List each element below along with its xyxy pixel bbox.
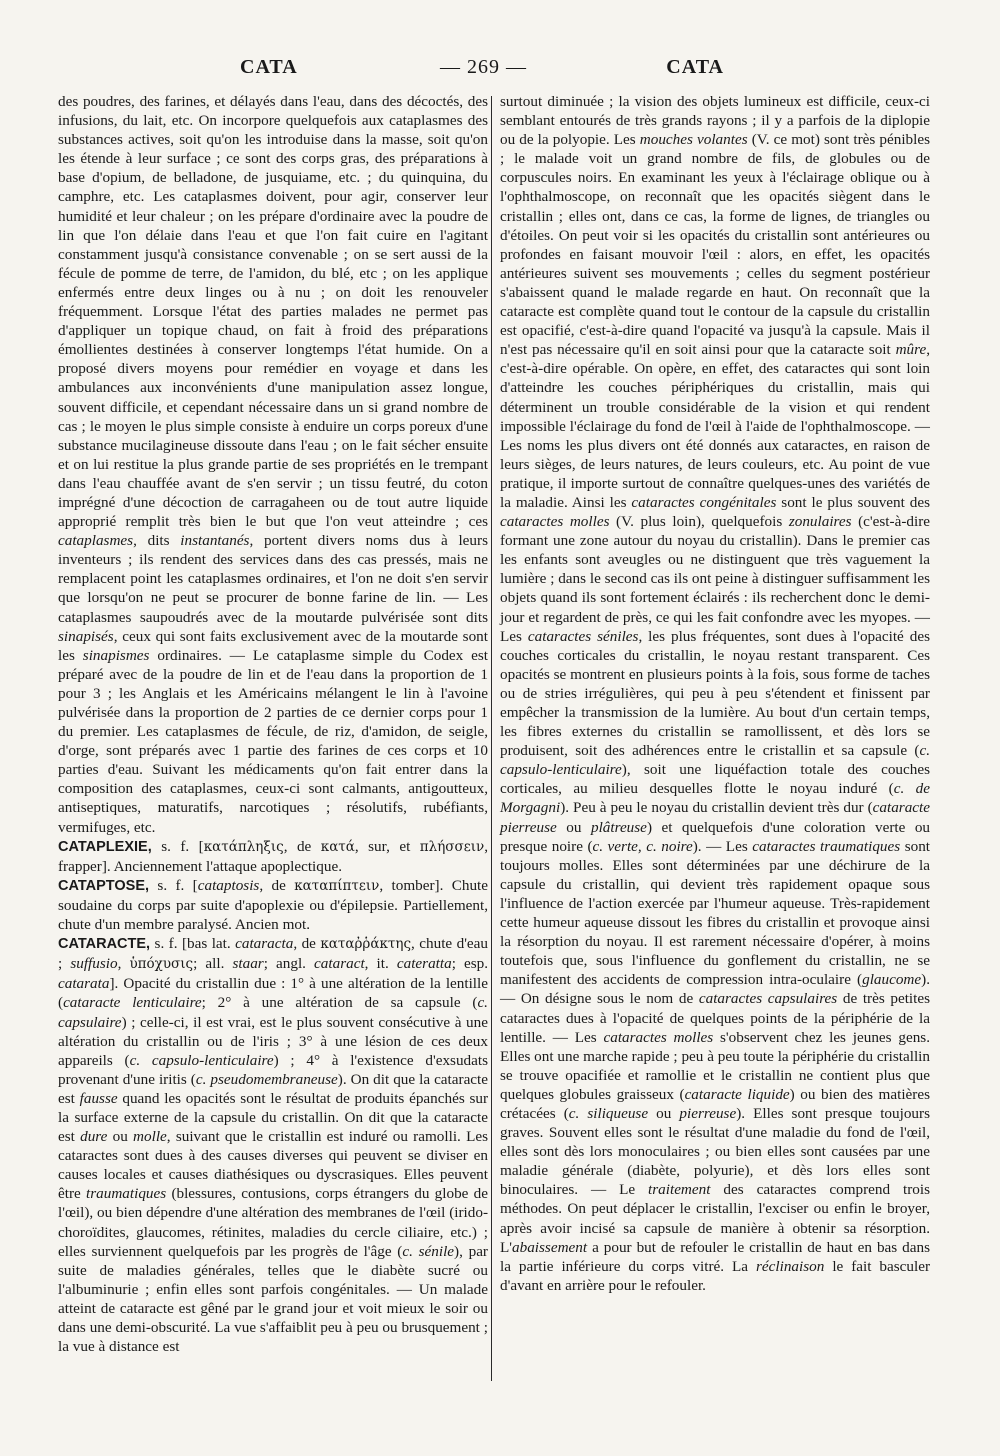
text-run: quand les opacités sont le résultat de produits épanchés sur la surface externe de la capsule du cristallin. On dit que la cataracte est — [58, 1089, 489, 1146]
italic-term: suffusio — [70, 955, 118, 973]
text-run: ; angl. — [263, 955, 306, 973]
text-run: , suivant que le cristallin est induré ou ramolli. Les cataractes sont dues à des causes diverses qui peuvent se diviser en causes locales et causes diathésiques ou dyscrasiques. Elles peuvent être — [58, 1128, 489, 1203]
text-run: ; esp. — [451, 955, 489, 973]
text-run: , ceux qui sont faits exclusivement avec de la moutarde sont les — [58, 627, 488, 664]
italic-term: catarata — [58, 975, 110, 993]
text-run: s. f. [ — [157, 876, 198, 894]
italic-term: sinapismes — [82, 646, 150, 664]
italic-term: molle — [133, 1128, 167, 1146]
italic-term: mûre — [895, 341, 927, 359]
text-run: ). Peu à peu le noyau du cristallin devient très dur ( — [560, 799, 873, 817]
text-run: ) ; 4° à l'existence d'exsudats provenant d'une iritis ( — [58, 1051, 489, 1088]
italic-term: réclinaison — [756, 1257, 825, 1275]
left-column — [58, 92, 488, 1356]
text-run: (V. plus loin), quelquefois — [616, 513, 783, 531]
italic-term: plâtreuse — [590, 818, 647, 836]
italic-term: cataracte liquide — [684, 1085, 790, 1103]
italic-term: cateratta — [396, 955, 452, 973]
text-run: ), par suite de maladies générales, telles que le diabète sucré ou l'albuminurie ; enfin elles sont parfois congénitales. — Un malade atteint de cataracte est gêné par le grand jour et voit mieux le soir ou dans une demi-obscurité. La vue s'affaiblit peu à peu ou brusquement ; la vue à distance est — [58, 1242, 488, 1356]
running-head-right: CATA — [666, 56, 724, 78]
page-header — [58, 56, 938, 86]
text-run: ordinaires. — Le cataplasme simple du Codex est préparé avec de la poudre de lin et de l'eau dans la proportion de 1 pour 3 ; les Anglais et les Américains mélangent le lin à l'avoine pulvérisée dans la proportion de 2 parties de ce dernier corps pour 1 du premier. Les cataplasmes de fécule, de riz, d'amidon, de seigle, d'orge, sont préparés avec 1 partie des farines de ces corps et 10 parties d'eau. Suivant les médicaments qu'on fait entrer dans la composition des cataplasmes, ceux-ci sont calmants, antigoutteux, antiseptiques, maturatifs, narcotiques ; résolutifs, rubéfiants, vermifuges, etc. — [58, 646, 489, 836]
text-run: ) ou bien des matières crétacées ( — [500, 1085, 930, 1122]
text-run: , it. — [364, 955, 389, 973]
text-run: ). On dit que la cataracte est — [58, 1070, 489, 1107]
text-run: s. f. [bas lat. — [154, 935, 231, 953]
text-run: (V. ce mot) sont très pénibles ; le malade voit un grand nombre de fils, de globules ou de corpuscules noirs. En examinant les yeux à l'éclairage oblique ou à l'ophthalmoscope, on reconnaît que les opacités siègent dans le cristallin ; elles ont, dans ce cas, la forme de lignes, de triangles ou d'étoiles. On peut voir si les opacités du cristallin sont antérieures ou profondes en faisant mouvoir l'œil : alors, en effet, les opacités antérieures suivent ses mouvements ; celles du segment postérieur s'abaissent quand le malade regarde en haut. On reconnaît que la cataracte est complète quand tout le contour de la capsule du cristallin est opacifié, c'est-à-dire quand l'opacité va jusqu'à la capsule. Mais il n'est pas nécessaire qu'il en soit ainsi pour que la cataracte soit — [500, 131, 931, 359]
text-run: καταῤῥάκτης — [320, 936, 412, 953]
text-run: καταπίπτειν — [294, 877, 380, 894]
text-run: , — [117, 955, 122, 973]
text-run: s'observent chez les jeunes gens. Elles ont une marche rapide ; peu à peu toute la périphérie du cristallin se trouve opacifiée et ramollie et le cristallin ne contient plus que quelques globules graisseux ( — [500, 1028, 930, 1103]
text-run: ) ; celle-ci, il est vrai, est le plus souvent consécutive à une altération du cristallin ou de l'iris ; 3° à une lésion de ces deux appareils ( — [58, 1013, 488, 1069]
italic-term: c. capsulaire — [58, 994, 488, 1031]
italic-term: c. capsulo-lenticulaire — [500, 742, 930, 779]
italic-term: cataract — [314, 955, 365, 973]
entry-cataracte — [58, 934, 488, 1356]
italic-term: cataptosis — [197, 876, 260, 894]
text-run: , dits — [133, 532, 170, 550]
running-head-left: CATA — [240, 56, 298, 78]
italic-term: fausse — [79, 1089, 118, 1107]
text-run: ; 2° à une altération de sa capsule ( — [201, 994, 478, 1012]
text-run: ὑπόχυσις — [129, 956, 194, 973]
text-run: ; all. — [193, 955, 225, 973]
entry-headword: CATAPLEXIE, — [58, 838, 152, 855]
italic-term: cataractes molles — [603, 1028, 714, 1046]
text-run: des poudres, des farines, et délayés dans l'eau, dans des décoctés, des infusions, du lait, etc. On incorpore quelquefois aux cataplasmes des substances actives, soit qu'on les introduise dans la masse, soit qu'on les étende à leur surface ; ce sont des corps gras, des préparations à base d'opium, de belladone, de jusquiame, etc. ; du quinquina, du camphre, etc. Les cataplasmes doivent, pour agir, conserver leur humidité et leur chaleur ; on les prépare d'ordinaire avec la poudre de lin que l'on délaie dans l'eau et que l'on fait cuire en l'agitant constamment jusqu'à consistance convenable ; on se sert aussi de la fécule de pomme de terre, de l'amidon, du blé, etc ; on les applique enfermés entre deux linges ou à nu ; on doit les renouveler fréquemment. Lorsque l'état des parties malades ne permet pas d'appliquer un topique chaud, on fait à froid des préparations émollientes destinées à conserver longtemps l'état humide. On a proposé divers moyens pour remédier en voyage et dans les ambulances aux inconvénients d'une manipulation assez longue, souvent difficile, et cependant nécessaire dans un si grand nombre de cas ; le moyen le plus simple consiste à enduire un corps poreux d'une substance mucilagineuse dissoute dans l'eau ; on le fait sécher ensuite et on lui restitue la plus grande partie de ses propriétés en le trempant dans l'eau chauffée avant de s'en servir ; un tissu feutré, du coton imprégné d'une décoction de carragaheen ou de tout autre liquide approprié remplit très bien le but que l'on veut atteindre ; ces — [58, 93, 488, 531]
italic-term: sinapisés — [58, 627, 114, 645]
text-run: ou — [112, 1128, 128, 1146]
entry-headword: CATAPTOSE, — [58, 877, 150, 894]
italic-term: cataplasmes — [58, 532, 134, 550]
italic-term: zonulaires — [788, 513, 852, 531]
text-run: ) et quelquefois d'une coloration verte ou presque noire ( — [500, 818, 931, 855]
text-run: , de — [259, 876, 286, 894]
text-run: πλήσσειν — [419, 838, 485, 855]
text-run: , les plus fréquentes, sont dues à l'opacité des couches corticales du cristallin, le noyau restant transparent. Ces opacités se montrent en plusieurs points à la fois, sous forme de taches ou de stries irrégulières, qui peu à peu s'étendent et finissent par empêcher la transmission de la lumière. Au bout d'un certain temps, les fibres externes du cristallin se ramollissent, et dès lors se produisent, soit des adhérences entre le cristallin et sa capsule ( — [500, 627, 930, 760]
text-run: s. f. [ — [161, 837, 204, 855]
text-run: sont le plus souvent des — [781, 493, 931, 511]
page-number: — 269 — — [440, 56, 527, 78]
italic-term: cataracta — [235, 935, 294, 953]
italic-term: glaucome — [862, 971, 922, 989]
text-run: surtout diminuée ; la vision des objets lumineux est difficile, ceux-ci semblant entourés de très grands rayons ; il y a parfois de la diplopie ou de la polyopie. Les — [500, 93, 930, 149]
text-run: ]. Opacité du cristallin due : 1° à une altération de la lentille ( — [58, 975, 488, 1012]
text-run: ). Elles sont presque toujours graves. Souvent elles sont le résultat d'une maladie du fond de l'œil, elles sont dès lors monoculaires ; ou bien elles sont causées par une maladie générale (diabète, polyurie), et dès lors elles sont binoculaires. — Le — [500, 1104, 930, 1199]
entry-cataptose — [58, 876, 488, 934]
text-run: , tomber]. Chute soudaine du corps par suite d'apoplexie ou d'épilepsie. Partiellement, chute d'un membre paralysé. Ancien mot. — [58, 876, 489, 934]
italic-term: staar — [232, 955, 264, 973]
text-run: , portent divers noms dus à leurs inventeurs ; ils rendent des services dans des cas pressés, mais ne remplacent point les cataplasmes ordinaires, et l'on ne doit s'en servir que lorsqu'on ne peut se procurer de bonne farine de lin. — Les cataplasmes saupoudrés avec de la moutarde pulvérisée sont dits — [58, 532, 488, 626]
text-run: , c'est-à-dire opérable. On opère, en effet, des cataractes qui sont loin d'atteindre les couches périphériques du cristallin, mais qui déterminent un trouble considérable de la vision et qui rendent impossible l'éclairage du fond de l'œil à l'aide de l'ophthalmoscope. — Les noms les plus divers ont été donnés aux cataractes, en raison de leurs sièges, de leurs natures, de leurs couleurs, etc. Au point de vue pratique, il importe surtout de connaître quelques-unes des variétés de la maladie. Ainsi les — [500, 341, 931, 511]
text-run: ). — Les — [692, 837, 748, 855]
italic-term: traitement — [648, 1181, 711, 1199]
text-run: (blessures, contusions, corps étrangers du globe de l'œil), ou bien dépendre d'une altération des membranes de l'œil (irido-choroïdites, glaucomes, rétinites, maladies du cercle ciliaire, etc.) ; elles surviennent quelquefois par les progrès de l'âge ( — [58, 1185, 489, 1260]
italic-term: pierreuse — [679, 1104, 737, 1122]
text-run: le fait basculer d'avant en arrière pour le refouler. — [500, 1257, 931, 1294]
text-run: , de — [293, 935, 316, 953]
italic-term: c. pseudomembraneuse — [195, 1070, 338, 1088]
italic-term: cataracte pierreuse — [500, 799, 930, 836]
text-run: , sur, et — [354, 837, 411, 855]
text-run: ), soit une liquéfaction totale des couches corticales, au milieu desquelles flotte le noyau induré ( — [500, 761, 930, 798]
italic-term: cataractes capsulaires — [698, 990, 838, 1008]
text-run: , de — [283, 837, 312, 855]
text-run: κατά — [320, 838, 355, 855]
right-column — [500, 92, 930, 1295]
text-run: ). — On désigne sous le nom de — [500, 971, 930, 1008]
italic-term: c. verte, c. noire — [592, 837, 693, 855]
italic-term: c. de Morgagni — [500, 780, 931, 817]
italic-term: c. siliqueuse — [568, 1104, 649, 1122]
italic-term: cataractes séniles — [527, 627, 639, 645]
italic-term: c. sénile — [402, 1242, 455, 1260]
italic-term: c. capsulo-lenticulaire — [129, 1051, 274, 1069]
text-run: sont toujours molles. Elles sont déterminées par une déchirure de la capsule du cristallin, qui devient très rapidement opaque sous l'influence de l'action exercée par l'humeur aqueuse. Très-rapidement cette humeur aqueuse dissout les fibres du cristallin et provoque ainsi la résorption du noyau. Il est rarement nécessaire d'opérer, à moins toutefois que, sous l'influence du gonflement du cristallin, ne se manifestent des accidents de compression intra-oculaire ( — [500, 837, 931, 989]
text-run: , frapper]. Anciennement l'attaque apoplectique. — [58, 837, 489, 875]
text-run: κατάπληξις — [203, 838, 284, 855]
cataracte-continuation — [500, 92, 930, 1295]
text-run: a pour but de refouler le cristallin de haut en bas dans la partie inférieure du corps vitré. La — [500, 1238, 931, 1275]
text-run: , chute d'eau ; — [58, 935, 489, 973]
italic-term: dure — [80, 1128, 108, 1146]
text-run: des cataractes comprend trois méthodes. On peut déplacer le cristallin, l'exciser ou enfin le broyer, après avoir incisé sa capsule de manière à obtenir sa résorption. L' — [500, 1181, 931, 1256]
entry-headword: CATARACTE, — [58, 936, 151, 953]
text-run: (c'est-à-dire formant une zone autour du noyau du cristallin). Dans le premier cas les enfants sont aveugles ou ne distinguent que très vaguement la lumière ; dans le second cas ils ont peine à distinguer suffisamment les objets quand ils sont fortement éclairés : ils recherchent donc le demi-jour et regardent de près, ce qui les fait confondre avec les myopes. — Les — [500, 513, 930, 645]
text-run: ou — [656, 1104, 672, 1122]
cataplasme-continuation — [58, 92, 488, 837]
italic-term: mouches volantes — [639, 131, 748, 149]
italic-term: cataractes traumatiques — [752, 837, 901, 855]
text-run: de très petites cataractes dues à l'opacité de quelques points de la périphérie de la lentille. — Les — [500, 990, 931, 1046]
entry-cataplexie — [58, 837, 488, 876]
text-run: ou — [566, 818, 582, 836]
italic-term: instantanés — [180, 532, 250, 550]
italic-term: traumatiques — [86, 1185, 167, 1203]
italic-term: cataractes molles — [500, 513, 610, 531]
italic-term: cataractes congénitales — [631, 493, 777, 511]
italic-term: cataracte lenticulaire — [63, 994, 202, 1012]
column-divider — [491, 96, 492, 1381]
italic-term: abaissement — [512, 1238, 588, 1256]
